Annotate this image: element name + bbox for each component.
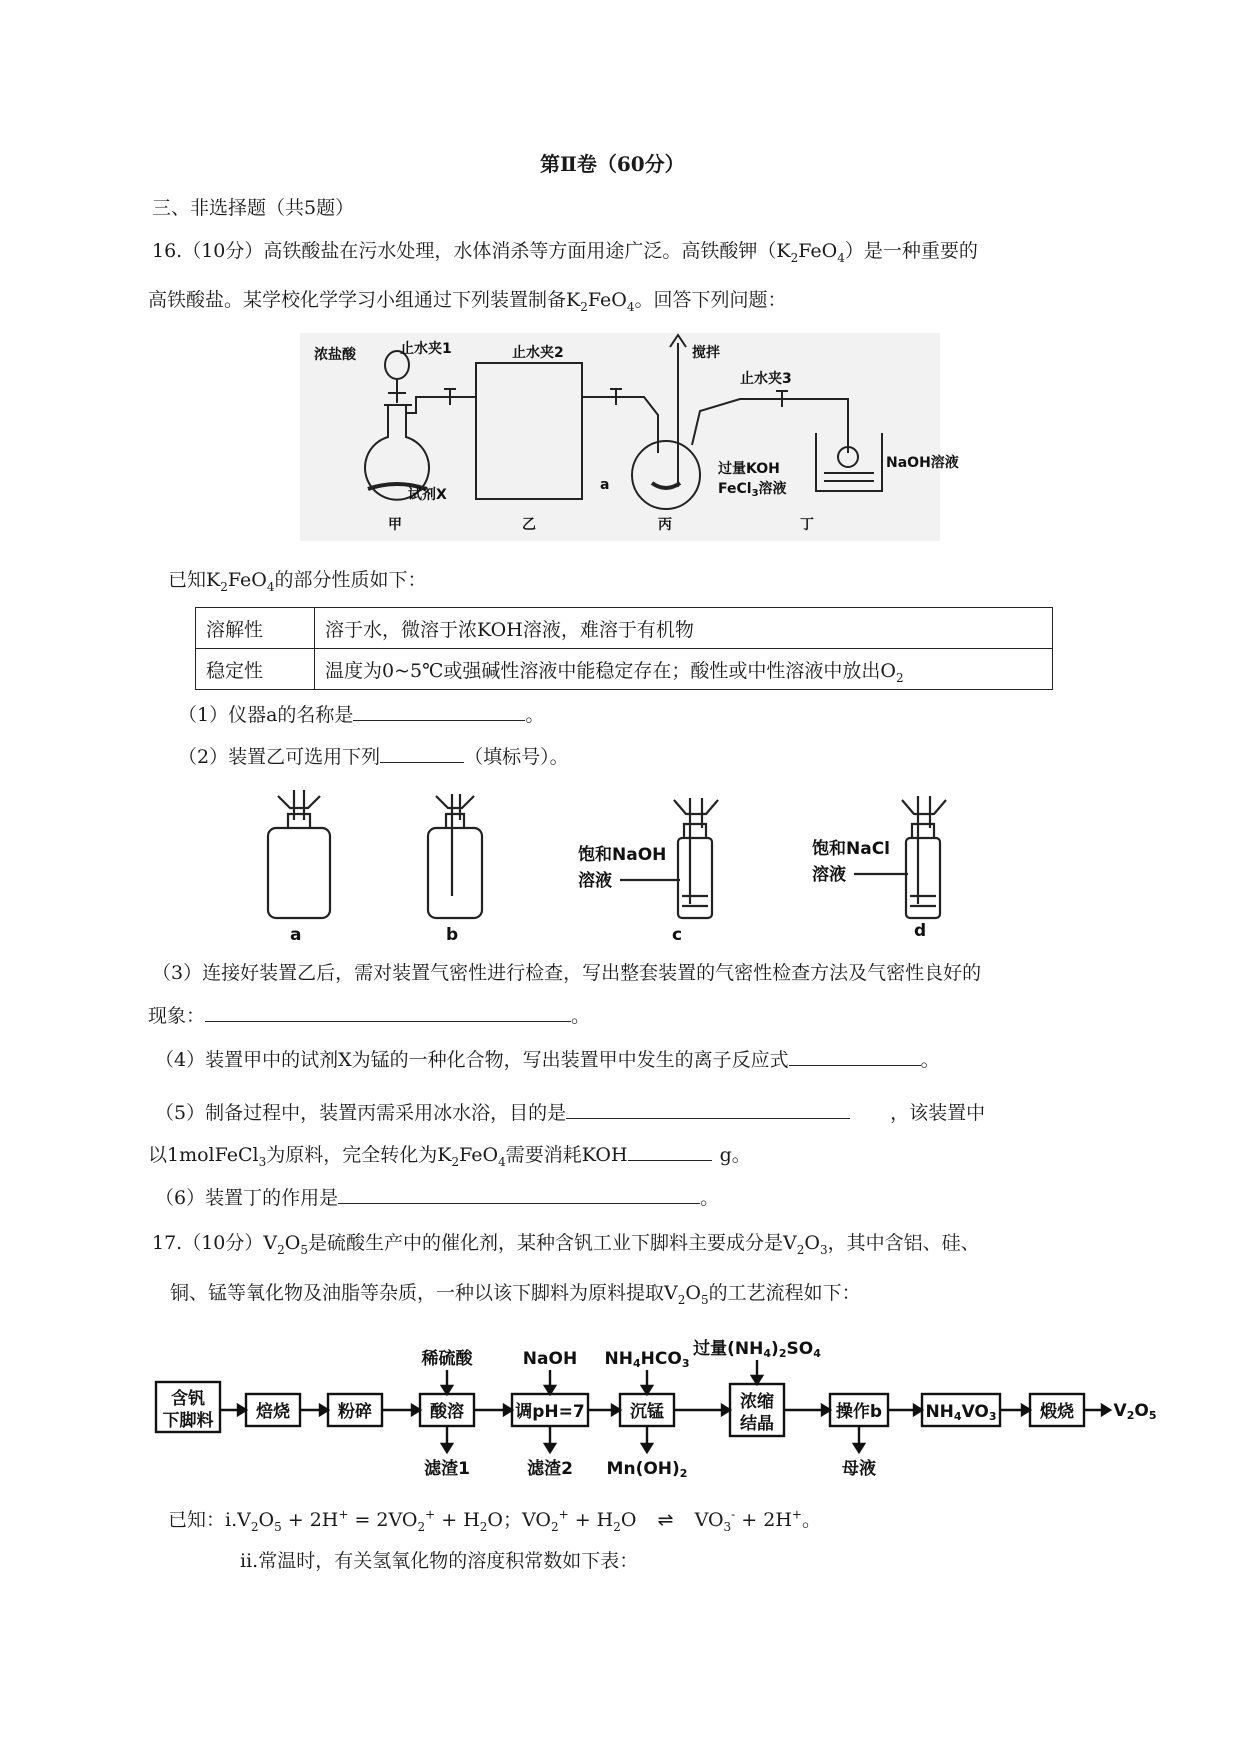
q16-part5-line1: （5）制备过程中，装置丙需采用冰水浴，目的是 ，该装置中 xyxy=(155,1102,986,1124)
option-c-label: c xyxy=(672,925,683,945)
properties-table xyxy=(195,607,1053,690)
label-stir: 搅拌 xyxy=(692,345,720,361)
answer-blank[interactable] xyxy=(380,744,464,763)
option-d-label: d xyxy=(914,921,927,941)
option-b-label: b xyxy=(446,925,459,945)
page-heading: 第Ⅱ卷（60分） xyxy=(540,152,685,176)
q16-line2: 高铁酸盐。某学校化学学习小组通过下列装置制备$K_2FeO_4$。回答下列问题： xyxy=(148,289,787,314)
apparatus-diagram xyxy=(300,333,959,541)
label-ding: 丁 xyxy=(800,517,814,533)
label-naoh-sol: NaOH溶液 xyxy=(886,455,959,471)
flow-box-raw: 含钒 xyxy=(171,1389,205,1409)
q16-part1: （1）仪器a的名称是 。 xyxy=(178,704,545,726)
q16-known: 已知$K_2FeO_4$的部分性质如下： xyxy=(168,569,427,594)
flow-box-opb: 操作b xyxy=(835,1402,883,1422)
q17-line1: 17.（10分）$V_2O_5$是硫酸生产中的催化剂，某种含钒工业下脚料主要成分是$V_2O_3$，其中含铝、硅、 xyxy=(152,1232,980,1257)
label-fecl3: FeCl$_3$溶液 xyxy=(718,481,787,499)
option-d-reagent-2: 溶液 xyxy=(812,865,846,885)
table-row xyxy=(196,608,1053,649)
flow-input-nh4hco3: NH4HCO3 xyxy=(604,1349,690,1370)
q16-part3-line2: 现象： 。 xyxy=(148,1005,591,1027)
table-cell: 温度为0~5℃或强碱性溶液中能稳定存在；酸性或中性溶液中放出$O_2$ xyxy=(315,649,1053,690)
option-d-reagent: 饱和NaCl xyxy=(812,839,891,859)
q16-part3-line1: （3）连接好装置乙后，需对装置气密性进行检查，写出整套装置的气密性检查方法及气密性良好的 xyxy=(152,962,982,984)
label-reagent-x: 试剂X xyxy=(408,487,447,503)
q16-part5-line2: 以1molFeCl$_3$为原料，完全转化为$K_2FeO_4$需要消耗KOH g。 xyxy=(148,1144,751,1169)
equilibrium-arrow-icon: ⇌ xyxy=(657,1509,674,1531)
flow-output-mnoh2: Mn(OH)2 xyxy=(606,1459,688,1480)
label-koh: 过量KOH xyxy=(718,461,780,477)
option-c-reagent-2: 溶液 xyxy=(578,871,612,891)
flow-box-nh4vo3: NH4VO3 xyxy=(925,1402,997,1423)
answer-blank[interactable] xyxy=(566,1100,850,1119)
label-clamp1: 止水夹1 xyxy=(400,341,452,357)
flow-input-nh4so4: 过量(NH4)2SO4 xyxy=(693,1339,821,1360)
flow-box-conc: 浓缩 xyxy=(740,1392,774,1412)
flow-box-calcine: 煅烧 xyxy=(1040,1402,1074,1422)
table-cell: 溶解性 xyxy=(196,608,315,649)
answer-blank[interactable] xyxy=(353,702,525,721)
answer-blank[interactable] xyxy=(628,1142,712,1161)
options-diagram xyxy=(260,784,990,945)
flow-output-residue2: 滤渣2 xyxy=(527,1459,573,1479)
flow-output-residue1: 滤渣1 xyxy=(424,1459,470,1479)
q16-part6: （6）装置丁的作用是 。 xyxy=(155,1187,720,1209)
q17-known1: 已知：$ⅰ.V_2O_5 + 2H^+ = 2VO_2^+ + H_2O$；$VO_2^+ + H_2O$ ⇌ $VO_3^- + 2H^+$。 xyxy=(168,1507,821,1534)
label-conc-hcl: 浓盐酸 xyxy=(314,347,356,363)
q16-part2: （2）装置乙可选用下列 （填标号）。 xyxy=(178,746,569,768)
flow-input-h2so4: 稀硫酸 xyxy=(421,1349,473,1369)
answer-blank[interactable] xyxy=(338,1185,700,1204)
label-a: a xyxy=(600,477,610,493)
flow-box-acid: 酸溶 xyxy=(430,1402,464,1422)
flow-input-naoh: NaOH xyxy=(522,1349,578,1369)
label-clamp2: 止水夹2 xyxy=(512,345,564,361)
flow-product: V2O5 xyxy=(1113,1401,1157,1422)
option-a-label: a xyxy=(290,925,302,945)
flow-box-raw-2: 下脚料 xyxy=(162,1411,214,1431)
table-cell: 稳定性 xyxy=(196,649,315,690)
answer-blank[interactable] xyxy=(789,1047,921,1066)
flow-box-roast: 焙烧 xyxy=(256,1402,290,1422)
section-title: 三、非选择题（共5题） xyxy=(152,197,355,219)
label-bing: 丙 xyxy=(658,517,672,533)
process-flowchart xyxy=(150,1330,1160,1490)
q17-known2: ⅱ.常温时，有关氢氧化物的溶度积常数如下表： xyxy=(240,1550,639,1572)
option-c-reagent: 饱和NaOH xyxy=(578,845,667,865)
flow-output-mother: 母液 xyxy=(842,1459,876,1479)
q16-part4: （4）装置甲中的试剂X为锰的一种化合物，写出装置甲中发生的离子反应式 。 xyxy=(155,1049,940,1071)
q17-line2: 铜、锰等氧化物及油脂等杂质，一种以该下脚料为原料提取$V_2O_5$的工艺流程如下： xyxy=(170,1282,861,1307)
flow-box-ph: 调pH=7 xyxy=(515,1402,585,1422)
label-clamp3: 止水夹3 xyxy=(740,371,792,387)
label-yi: 乙 xyxy=(522,517,536,533)
answer-blank[interactable] xyxy=(205,1003,571,1022)
flow-box-crush: 粉碎 xyxy=(338,1402,372,1422)
q16-line1: 16.（10分）高铁酸盐在污水处理，水体消杀等方面用途广泛。高铁酸钾$(K_2FeO_4)$是一种重要的 xyxy=(152,240,978,265)
flow-box-conc-2: 结晶 xyxy=(740,1414,774,1434)
table-row xyxy=(196,649,1053,690)
table-cell: 溶于水，微溶于浓KOH溶液，难溶于有机物 xyxy=(315,608,1053,649)
label-jia: 甲 xyxy=(388,517,402,533)
flow-box-mn: 沉锰 xyxy=(630,1402,664,1422)
